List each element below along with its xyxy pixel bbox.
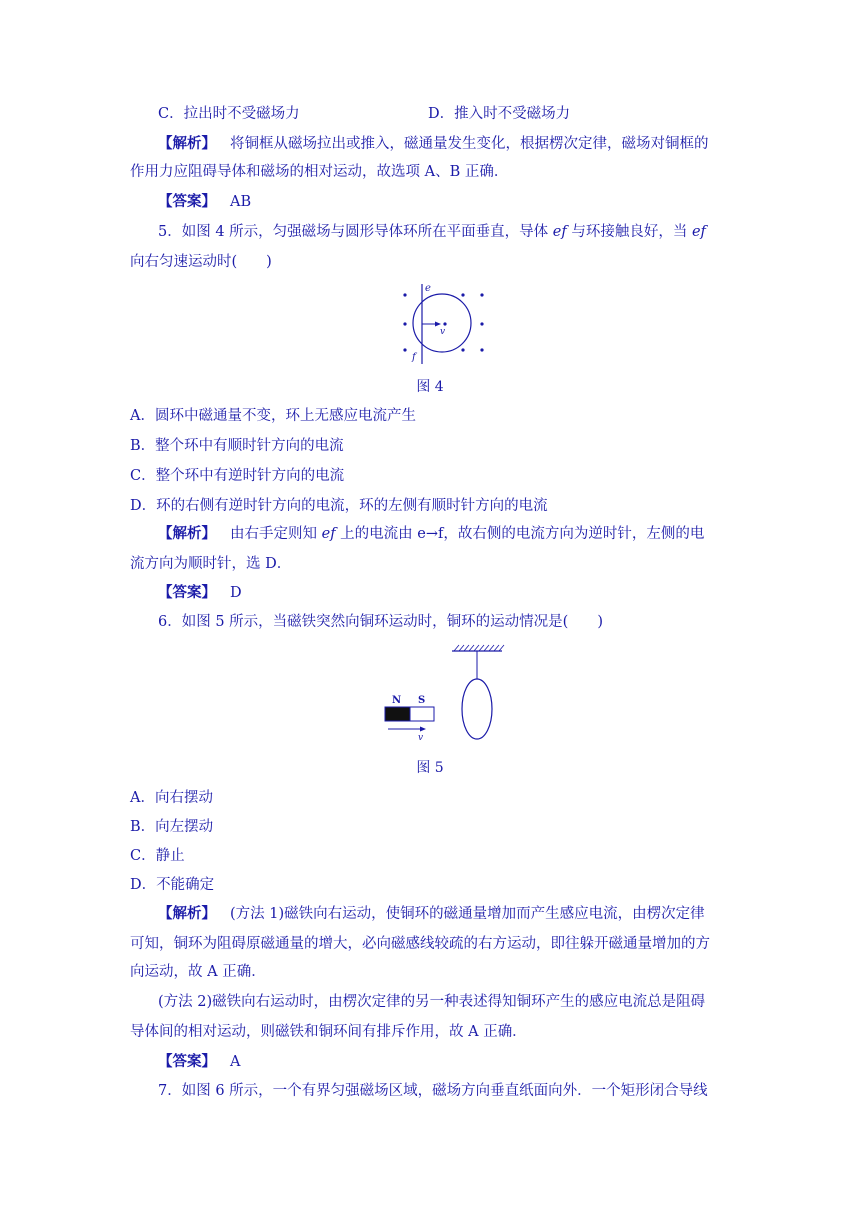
q4-answer: AB — [230, 194, 252, 210]
q6-answer-line — [158, 1052, 768, 1072]
q4-analysis-text1: 将铜框从磁场拉出或推入，磁通量发生变化，根据楞次定律，磁场对铜框的 — [230, 136, 709, 152]
q6-analysis-line2: 可知，铜环为阻碍原磁通量的增大，必向磁感线较疏的右方运动，即往躲开磁通量增加的方 — [130, 936, 710, 952]
figure-4-diagram — [395, 280, 495, 370]
q4-analysis-line2: 作用力应阻碍导体和磁场的相对运动，故选项 A、B 正确． — [130, 164, 509, 180]
q6-answer: A — [230, 1054, 241, 1070]
q5-option-c: C．整个环中有逆时针方向的电流 — [130, 468, 345, 484]
q6-stem: 6．如图 5 所示，当磁铁突然向铜环运动时，铜环的运动情况是( ) — [158, 614, 603, 630]
answer-tag: 【答案】 — [158, 193, 216, 210]
magnet-s-pole — [410, 707, 434, 721]
q6-option-c: C．静止 — [130, 848, 185, 864]
figure-5-caption: 图 5 — [416, 760, 444, 776]
figure-4-caption: 图 4 — [416, 379, 444, 395]
q6-option-b: B．向左摆动 — [130, 819, 214, 835]
label-s: S — [418, 695, 426, 706]
q6-analysis-line1: 【解析】 (方法 1)磁铁向右运动，使铜环的磁通量增加而产生感应电流，由楞次定律 — [158, 905, 705, 922]
label-n: N — [392, 695, 402, 706]
answer-tag: 【答案】 — [158, 584, 216, 601]
ceiling-hatch — [454, 645, 504, 651]
velocity-arrowhead — [435, 322, 441, 327]
copper-ring — [462, 679, 492, 739]
q5-option-a: A．圆环中磁通量不变，环上无感应电流产生 — [130, 408, 416, 424]
q5-option-d: D．环的右侧有逆时针方向的电流，环的左侧有顺时针方向的电流 — [130, 498, 548, 514]
q4-option-d: D．推入时不受磁场力 — [428, 106, 571, 122]
q4-analysis-line1 — [158, 134, 768, 154]
q6-method2-line1: (方法 2)磁铁向右运动时，由楞次定律的另一种表述得知铜环产生的感应电流总是阻碍 — [158, 994, 706, 1010]
figure-5-diagram — [380, 642, 530, 746]
analysis-tag: 【解析】 — [158, 135, 216, 152]
q4-answer-line — [158, 192, 768, 212]
q5-analysis-line1: 【解析】 由右手定则知 ef 上的电流由 e→f，故右侧的电流方向为逆时针，左侧的电 — [158, 525, 705, 542]
q7-stem: 7．如图 6 所示，一个有界匀强磁场区域，磁场方向垂直纸面向外．一个矩形闭合导线 — [158, 1083, 708, 1099]
answer-tag: 【答案】 — [158, 1053, 216, 1070]
q5-option-b: B．整个环中有顺时针方向的电流 — [130, 438, 344, 454]
label-v: v — [440, 327, 446, 337]
q5-analysis-line2: 流方向为顺时针，选 D． — [130, 556, 292, 572]
analysis-tag: 【解析】 — [158, 525, 216, 542]
q6-option-d: D．不能确定 — [130, 877, 215, 893]
q5-stem-line1: 5．如图 4 所示，匀强磁场与圆形导体环所在平面垂直，导体 ef 与环接触良好，当 ef — [158, 224, 706, 240]
analysis-tag: 【解析】 — [158, 905, 216, 922]
q5-answer: D — [230, 585, 242, 601]
magnet-n-pole — [385, 707, 410, 721]
label-v: v — [418, 733, 424, 743]
q6-option-a: A．向右摆动 — [130, 790, 213, 806]
q4-option-c: C．拉出时不受磁场力 — [158, 106, 300, 122]
q6-method2-line2: 导体间的相对运动，则磁铁和铜环间有排斥作用，故 A 正确． — [130, 1024, 527, 1040]
q5-answer-line — [158, 583, 768, 603]
magnet-velocity-arrowhead — [420, 727, 426, 732]
q6-analysis-line3: 向运动，故 A 正确． — [130, 964, 266, 980]
label-e: e — [425, 283, 431, 294]
q5-stem-line2: 向右匀速运动时( ) — [130, 254, 272, 270]
label-f: f — [412, 352, 416, 363]
